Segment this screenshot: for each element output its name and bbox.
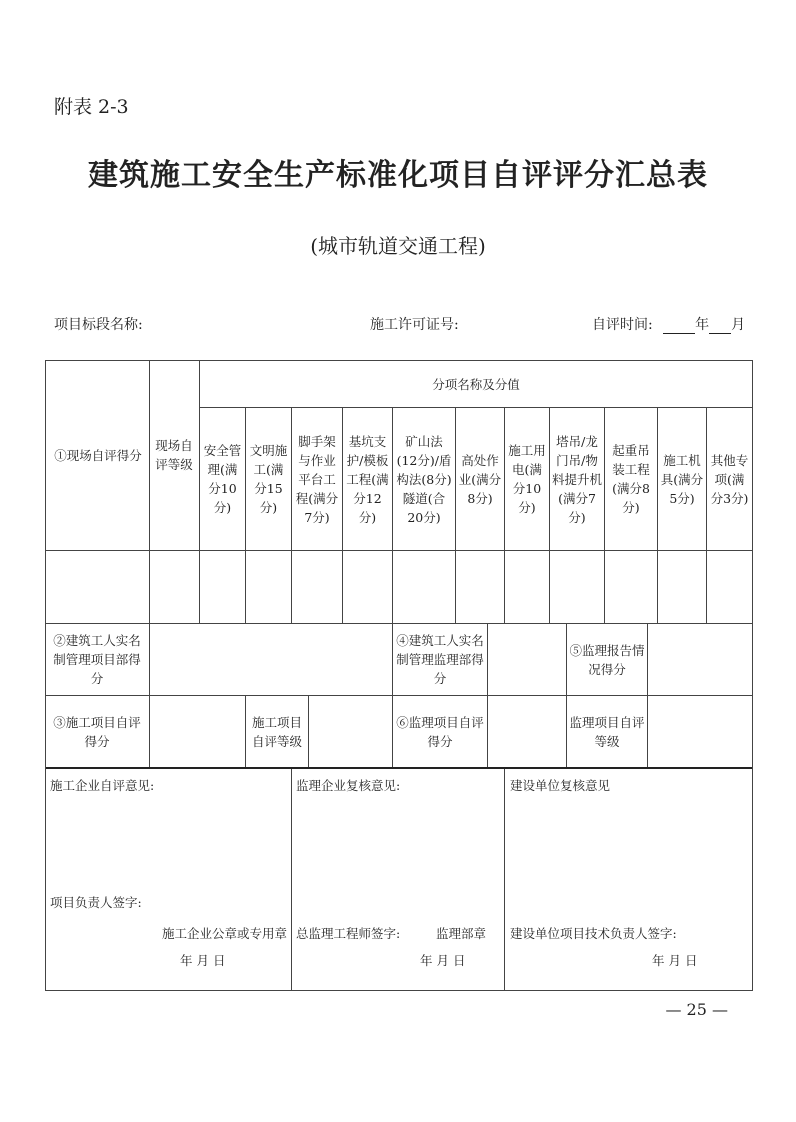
contractor-seal-label: 施工企业公章或专用章 xyxy=(162,926,288,941)
sub-item-lifting-operations: 起重吊装工程(满分8分) xyxy=(612,443,650,515)
table-rule xyxy=(245,695,246,767)
table-rule xyxy=(566,623,567,695)
month-char: 月 xyxy=(731,317,746,333)
month-blank[interactable] xyxy=(709,319,731,334)
page-number: — 25 — xyxy=(665,1000,728,1019)
permit-number-label: 施工许可证号: xyxy=(370,317,459,333)
contractor-opinion-title: 施工企业自评意见: xyxy=(50,778,155,793)
table-rule xyxy=(504,769,505,990)
supervision-grade-label: 监理项目自评等级 xyxy=(569,714,645,749)
table-rule xyxy=(647,695,648,767)
eval-time xyxy=(592,314,745,334)
table-rule xyxy=(487,623,488,695)
table-rule xyxy=(45,550,753,551)
table-rule xyxy=(647,623,648,695)
table-rule xyxy=(392,695,393,767)
table-rule xyxy=(455,407,456,623)
table-rule xyxy=(487,695,488,767)
table-rule xyxy=(149,695,150,767)
owner-date: 年 月 日 xyxy=(652,953,698,968)
appendix-label: 附表 2-3 xyxy=(54,96,129,118)
site-grade-header: 现场自评等级 xyxy=(155,438,193,472)
sub-item-other-special: 其他专项(满分3分) xyxy=(710,452,749,506)
table-rule xyxy=(657,407,658,623)
page-title: 建筑施工安全生产标准化项目自评评分汇总表 xyxy=(88,158,708,193)
supervisor-sign-label: 总监理工程师签字: xyxy=(296,926,401,941)
table-rule xyxy=(45,360,46,991)
realname-supervision-label: ④建筑工人实名制管理监理部得分 xyxy=(396,633,484,686)
owner-opinion-title: 建设单位复核意见 xyxy=(510,778,611,793)
table-rule xyxy=(308,695,309,767)
page-subtitle: (城市轨道交通工程) xyxy=(310,234,486,258)
eval-time-label: 自评时间: xyxy=(592,317,653,333)
sub-item-construction-machinery: 施工机具(满分5分) xyxy=(660,452,704,506)
sub-item-cranes-hoists: 塔吊/龙门吊/物料提升机(满分7分) xyxy=(552,433,603,525)
table-rule xyxy=(199,360,200,623)
table-rule xyxy=(291,407,292,623)
table-rule xyxy=(392,407,393,623)
table-rule xyxy=(291,769,292,990)
sub-items-header: 分项名称及分值 xyxy=(432,376,520,392)
sub-item-excavation-support: 基坑支护/模板工程(满分12分) xyxy=(346,433,389,525)
year-blank[interactable] xyxy=(663,319,695,334)
table-rule xyxy=(149,623,150,695)
sub-item-civilized-construction: 文明施工(满分15分) xyxy=(249,443,288,515)
sub-item-temporary-power: 施工用电(满分10分) xyxy=(508,443,546,515)
table-rule xyxy=(45,767,753,769)
construction-grade-label: 施工项目自评等级 xyxy=(251,714,302,749)
supervisor-seal-label: 监理部章 xyxy=(436,926,487,941)
table-rule xyxy=(245,407,246,623)
realname-construction-label: ②建筑工人实名制管理项目部得分 xyxy=(53,633,141,686)
supervision-report-label: ⑤监理报告情况得分 xyxy=(569,642,645,677)
owner-sign-label: 建设单位项目技术负责人签字: xyxy=(510,926,677,941)
table-rule xyxy=(752,360,753,991)
table-rule xyxy=(566,695,567,767)
site-score-header: ①现场自评得分 xyxy=(54,447,142,463)
supervision-self-score-label: ⑥监理项目自评得分 xyxy=(396,714,484,749)
sub-item-tunnel-method: 矿山法(12分)/盾构法(8分)隧道(合20分) xyxy=(396,433,452,525)
table-rule xyxy=(342,407,343,623)
supervisor-opinion-title: 监理企业复核意见: xyxy=(296,778,401,793)
construction-self-score-label: ③施工项目自评得分 xyxy=(53,714,141,749)
table-rule xyxy=(549,407,550,623)
table-rule xyxy=(45,360,753,361)
sub-item-safety-management: 安全管理(满分10分) xyxy=(203,443,242,515)
contractor-date: 年 月 日 xyxy=(180,953,226,968)
table-rule xyxy=(706,407,707,623)
year-char: 年 xyxy=(695,317,710,333)
table-rule xyxy=(604,407,605,623)
table-rule xyxy=(392,623,393,695)
sub-item-work-at-height: 高处作业(满分8分) xyxy=(458,452,502,506)
sub-item-scaffolding: 脚手架与作业平台工程(满分7分) xyxy=(295,433,339,525)
contractor-sign-label: 项目负责人签字: xyxy=(50,895,142,910)
supervisor-date: 年 月 日 xyxy=(420,953,466,968)
table-rule xyxy=(45,990,753,991)
project-name-label: 项目标段名称: xyxy=(54,317,143,333)
table-rule xyxy=(199,407,753,408)
table-rule xyxy=(149,360,150,623)
table-rule xyxy=(504,407,505,623)
